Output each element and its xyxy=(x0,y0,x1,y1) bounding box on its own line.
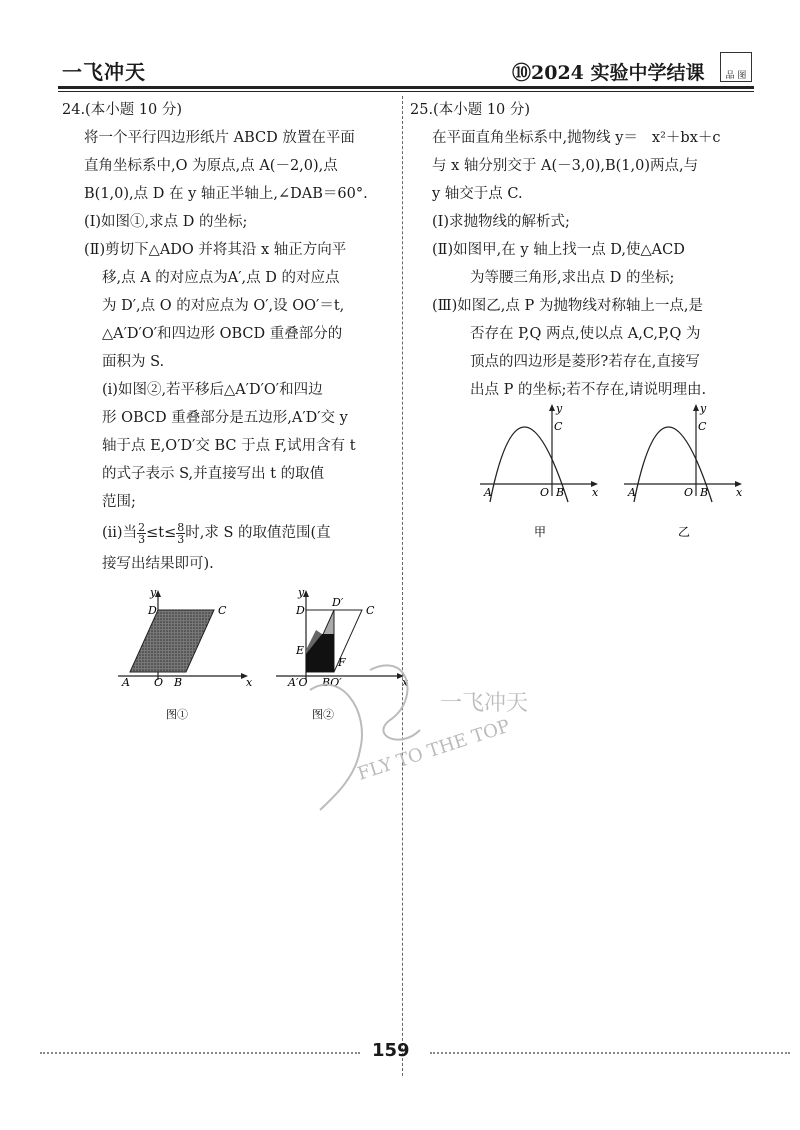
figure-yi xyxy=(620,396,748,546)
q25-line: 出点 P 的坐标;若不存在,请说明理由. xyxy=(470,382,707,398)
label-y: y xyxy=(700,402,707,415)
q25-line: (Ⅰ)求抛物线的解析式; xyxy=(432,214,570,230)
q24-line: 移,点 A 的对应点为A′,点 D 的对应点 xyxy=(102,270,340,286)
figure-1 xyxy=(112,588,252,748)
q24-line: 接写出结果即可). xyxy=(102,556,214,572)
label-x: x xyxy=(592,486,599,499)
label-d: D xyxy=(148,604,157,617)
footer-rule-left xyxy=(40,1052,360,1054)
figure-2-caption: 图② xyxy=(312,708,334,721)
column-divider xyxy=(402,96,403,1076)
q25-line: y 轴交于点 C. xyxy=(432,186,523,202)
label-c: C xyxy=(366,604,375,617)
label-b-o-prime: BO′ xyxy=(322,676,342,689)
q24-line: 轴于点 E,O′D′交 BC 于点 F,试用含有 t xyxy=(102,438,356,454)
label-a: A xyxy=(628,486,636,499)
label-a: A xyxy=(484,486,492,499)
y-axis-arrow xyxy=(549,404,555,411)
q24-line: 范围; xyxy=(102,494,136,510)
fraction-eight-thirds xyxy=(176,522,185,545)
header-rule-thin xyxy=(58,91,754,92)
label-y: y xyxy=(150,588,157,599)
label-o: O xyxy=(154,676,164,689)
label-x: x xyxy=(402,676,409,689)
label-b: B xyxy=(174,676,183,689)
page-number: 159 xyxy=(372,1040,410,1061)
parallelogram-abcd xyxy=(130,610,214,672)
watermark-cn: 一飞冲天 xyxy=(440,691,529,716)
q24-line: 形 OBCD 重叠部分是五边形,A′D′交 y xyxy=(102,410,348,426)
label-d-prime: D′ xyxy=(332,596,344,609)
label-c: C xyxy=(218,604,227,617)
label-y: y xyxy=(298,588,305,599)
q24-part-ii-pre: (ⅱ)当 xyxy=(102,525,138,541)
y-axis-arrow xyxy=(693,404,699,411)
label-o: O xyxy=(684,486,694,499)
label-e: E xyxy=(296,644,305,657)
q24-line: B(1,0),点 D 在 y 轴正半轴上,∠DAB＝60°. xyxy=(84,186,368,202)
question-25 xyxy=(410,96,760,404)
fraction-denominator: 3 xyxy=(177,532,185,546)
label-d: D xyxy=(296,604,305,617)
footer-rule-right xyxy=(430,1052,790,1054)
q25-line: 否存在 P,Q 两点,使以点 A,C,P,Q 为 xyxy=(470,326,701,342)
q24-line: (ⅰ)如图②,若平移后△A′D′O′和四边 xyxy=(102,382,323,398)
watermark-en: FLY TO THE TOP xyxy=(355,715,513,785)
label-b: B xyxy=(556,486,565,499)
q24-line: 的式子表示 S,并直接写出 t 的取值 xyxy=(102,466,325,482)
figure-yi-caption: 乙 xyxy=(678,525,691,539)
q25-line: 顶点的四边形是菱形?若存在,直接写 xyxy=(470,354,700,370)
brand-logo-text: 一飞冲天 xyxy=(62,60,146,84)
figure-2 xyxy=(272,588,412,748)
figure-jia xyxy=(476,396,604,546)
fraction-numerator: 2 xyxy=(138,520,146,534)
figure-1-caption: 图① xyxy=(166,708,188,721)
label-c: C xyxy=(698,420,707,433)
fraction-two-thirds xyxy=(137,522,146,545)
series-title: ⑩2024 实验中学结课 xyxy=(512,62,705,84)
label-y: y xyxy=(556,402,563,415)
label-a: A xyxy=(122,676,130,689)
q25-equation: x²＋bx＋c xyxy=(651,130,721,146)
q24-line: 为 D′,点 O 的对应点为 O′,设 OO′＝t, xyxy=(102,298,345,314)
q25-line-1-pre: 在平面直角坐标系中,抛物线 y＝ xyxy=(432,130,638,146)
fraction-numerator: 8 xyxy=(177,520,185,534)
q24-part-ii xyxy=(62,516,398,550)
publisher-logo: 品 图 xyxy=(720,52,752,82)
q24-part-ii-post: 时,求 S 的取值范围(直 xyxy=(185,525,331,541)
q24-part-ii-mid: ≤t≤ xyxy=(146,525,177,541)
label-c: C xyxy=(554,420,563,433)
q24-line: △A′D′O′和四边形 OBCD 重叠部分的 xyxy=(102,326,343,342)
q24-line: (Ⅰ)如图①,求点 D 的坐标; xyxy=(84,214,248,230)
label-b: B xyxy=(700,486,709,499)
label-x: x xyxy=(246,676,252,689)
question-24 xyxy=(62,96,398,578)
overlap-pentagon xyxy=(306,634,334,672)
q24-line: (Ⅱ)剪切下△ADO 并将其沿 x 轴正方向平 xyxy=(84,242,347,258)
label-a-prime-o: A′O xyxy=(288,676,308,689)
q25-line: (Ⅲ)如图乙,点 P 为抛物线对称轴上一点,是 xyxy=(432,298,703,314)
label-o: O xyxy=(540,486,550,499)
label-f: F xyxy=(338,656,346,669)
q25-line: 与 x 轴分别交于 A(－3,0),B(1,0)两点,与 xyxy=(432,158,699,174)
q24-title: 24.(本小题 10 分) xyxy=(62,102,183,118)
figure-jia-caption: 甲 xyxy=(534,525,547,539)
label-x: x xyxy=(736,486,743,499)
q25-title: 25.(本小题 10 分) xyxy=(410,102,531,118)
q25-line: 为等腰三角形,求出点 D 的坐标; xyxy=(470,270,675,286)
q24-line: 面积为 S. xyxy=(102,354,165,370)
fraction-denominator: 3 xyxy=(138,532,146,546)
q24-line: 将一个平行四边形纸片 ABCD 放置在平面 xyxy=(84,130,355,146)
header-rule xyxy=(58,86,754,89)
q25-line-1 xyxy=(410,124,760,152)
q24-line: 直角坐标系中,O 为原点,点 A(－2,0),点 xyxy=(84,158,338,174)
q25-line: (Ⅱ)如图甲,在 y 轴上找一点 D,使△ACD xyxy=(432,242,685,258)
